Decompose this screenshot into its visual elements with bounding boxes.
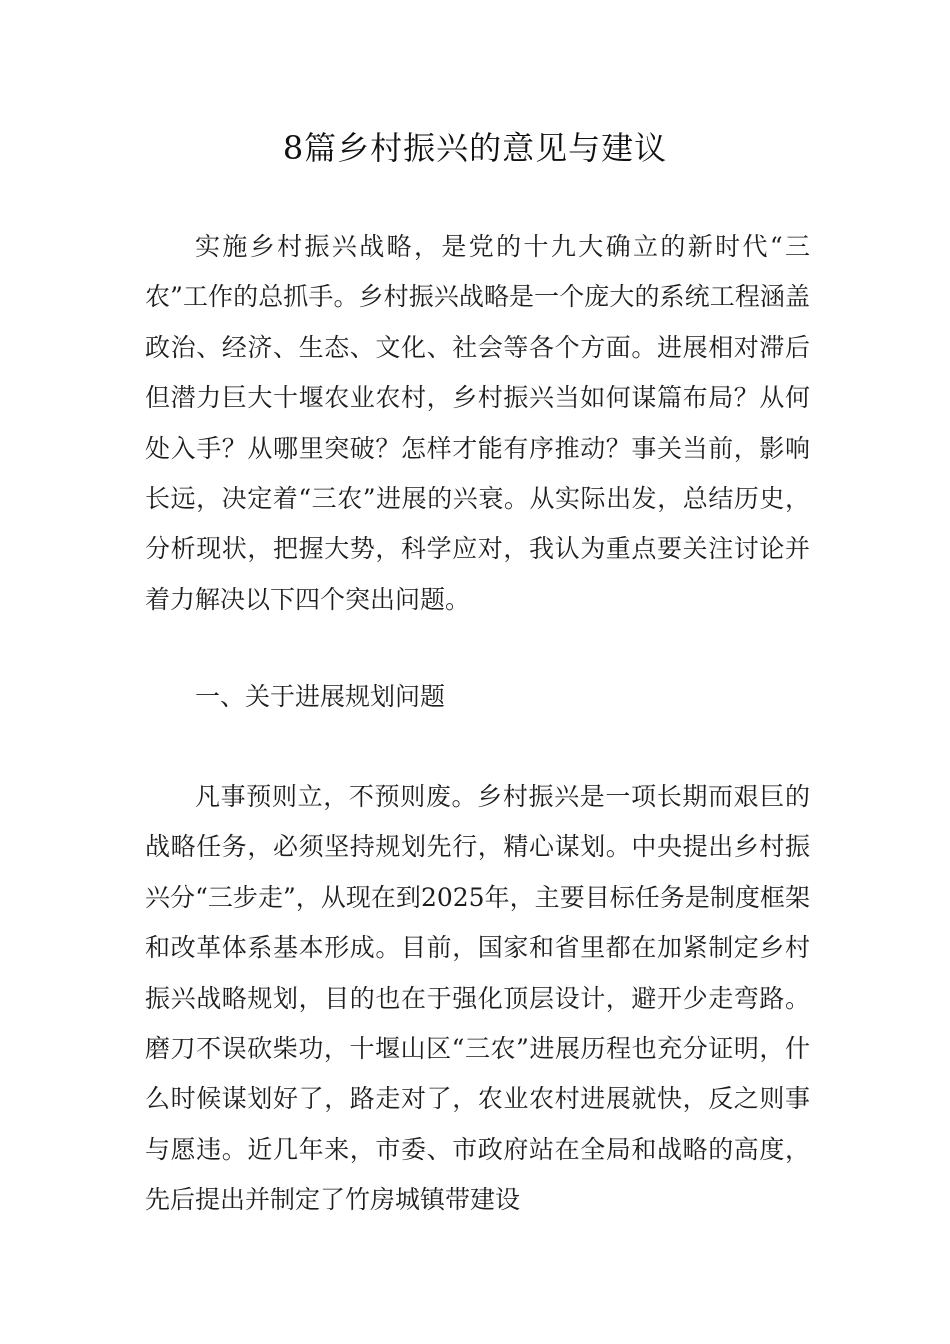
section-heading: 一、关于进展规划问题 xyxy=(195,682,446,711)
intro-paragraph: 实施乡村振兴战略，是党的十九大确立的新时代“三农”工作的总抓手。乡村振兴战略是一个庞大的系统工程涵盖政治、经济、生态、文化、社会等各个方面。进展相对滞后但潜力巨大十堰农业农村，乡村振兴当如何谋篇布局？从何处入手？从哪里突破？怎样才能有序推动？事关当前，影响长远，决定着“三农”进展的兴衰。从实际出发，总结历史，分析现状，把握大势，科学应对，我认为重点要关注讨论并着力解决以下四个突出问题。 xyxy=(145,232,810,614)
document-title: 8篇乡村振兴的意见与建议 xyxy=(282,129,668,167)
section-paragraph: 凡事预则立，不预则废。乡村振兴是一项长期而艰巨的战略任务，必须坚持规划先行，精心谋划。中央提出乡村振兴分“三步走”，从现在到2025年，主要目标任务是制度框架和改革体系基本形成。目前，国家和省里都在加紧制定乡村振兴战略规划，目的也在于强化顶层设计，避开少走弯路。磨刀不误砍柴功，十堰山区“三农”进展历程也充分证明，什么时候谋划好了，路走对了，农业农村进展就快，反之则事与愿违。近几年来，市委、市政府站在全局和战略的高度，先后提出并制定了竹房城镇带建设 xyxy=(145,782,810,1215)
